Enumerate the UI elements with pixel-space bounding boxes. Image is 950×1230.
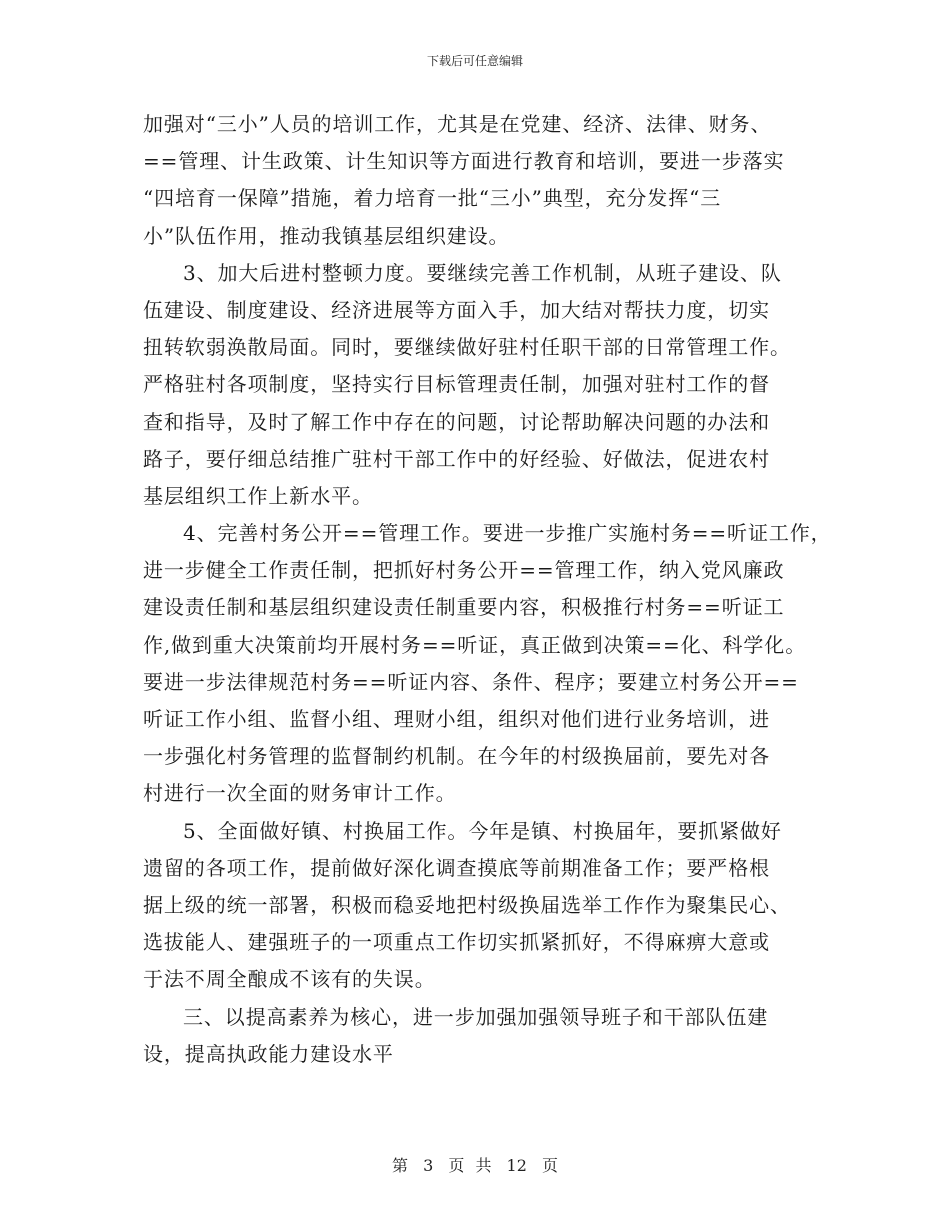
- text-line: 基层组织工作上新水平。: [143, 483, 373, 508]
- text-line: 扭转软弱涣散局面。同时，要继续做好驻村任职干部的日常管理工作。: [143, 335, 791, 360]
- paragraph-start-line: 3、加大后进村整顿力度。要继续完善工作机制，从班子建设、队: [183, 260, 782, 285]
- text-line: 严格驻村各项制度，坚持实行目标管理责任制，加强对驻村工作的督: [143, 372, 770, 397]
- text-line: 听证工作小组、监督小组、理财小组，组织对他们进行业务培训，进: [143, 707, 770, 731]
- paragraph-start-line: 4、完善村务公开==管理工作。要进一步推广实施村务==听证工作，: [183, 521, 832, 546]
- text-line: 选拔能人、建强班子的一项重点工作切实抓紧抓好，不得麻痹大意或: [143, 930, 770, 955]
- text-line: 据上级的统一部署，积极而稳妥地把村级换届选举工作作为聚集民心、: [143, 892, 791, 917]
- text-line: 伍建设、制度建设、经济进展等方面入手，加大结对帮扶力度，切实: [143, 297, 770, 322]
- section-heading-line: 三、以提高素养为核心，进一步加强加强领导班子和干部队伍建: [183, 1004, 769, 1029]
- text-line: 作,做到重大决策前均开展村务==听证，真正做到决策==化、科学化。: [143, 632, 807, 657]
- text-line: 小”队伍作用，推动我镇基层组织建设。: [143, 223, 510, 248]
- footer-middle: 页 共: [448, 1156, 492, 1175]
- paragraph-start-line: 5、全面做好镇、村换届工作。今年是镇、村换届年，要抓紧做好: [183, 818, 782, 843]
- footer-suffix: 页: [542, 1156, 559, 1175]
- text-line: 查和指导，及时了解工作中存在的问题，讨论帮助解决问题的办法和: [143, 409, 770, 434]
- text-line: 进一步健全工作责任制，把抓好村务公开==管理工作，纳入党风廉政: [143, 558, 785, 583]
- text-line: 村进行一次全面的财务审计工作。: [143, 781, 457, 806]
- page-header: 下载后可任意编辑: [426, 54, 523, 68]
- text-line: 于法不周全酿成不该有的失误。: [143, 967, 436, 992]
- body-text: [143, 106, 832, 1073]
- text-line: 遗留的各项工作，提前做好深化调查摸底等前期准备工作；要严格根: [143, 855, 770, 880]
- text-line: ==管理、计生政策、计生知识等方面进行教育和培训，要进一步落实: [143, 149, 785, 174]
- text-line: “四培育一保障”措施，着力培育一批“三小”典型，充分发挥“三: [143, 186, 722, 211]
- text-line: 建设责任制和基层组织建设责任制重要内容，积极推行村务==听证工: [143, 595, 785, 620]
- text-line: 加强对“三小”人员的培训工作，尤其是在党建、经济、法律、财务、: [143, 112, 772, 136]
- page-number-footer: [0, 1156, 950, 1176]
- text-line: 一步强化村务管理的监督制约机制。在今年的村级换届前，要先对各: [143, 744, 770, 769]
- text-line: 设，提高执政能力建设水平: [143, 1041, 394, 1066]
- current-page-number: 3: [423, 1156, 434, 1175]
- footer-prefix: 第: [391, 1156, 408, 1175]
- text-line: 路子，要仔细总结推广驻村干部工作中的好经验、好做法，促进农村: [143, 446, 770, 471]
- total-page-count: 12: [506, 1156, 527, 1175]
- text-line: 要进一步法律规范村务==听证内容、条件、程序；要建立村务公开==: [143, 669, 799, 694]
